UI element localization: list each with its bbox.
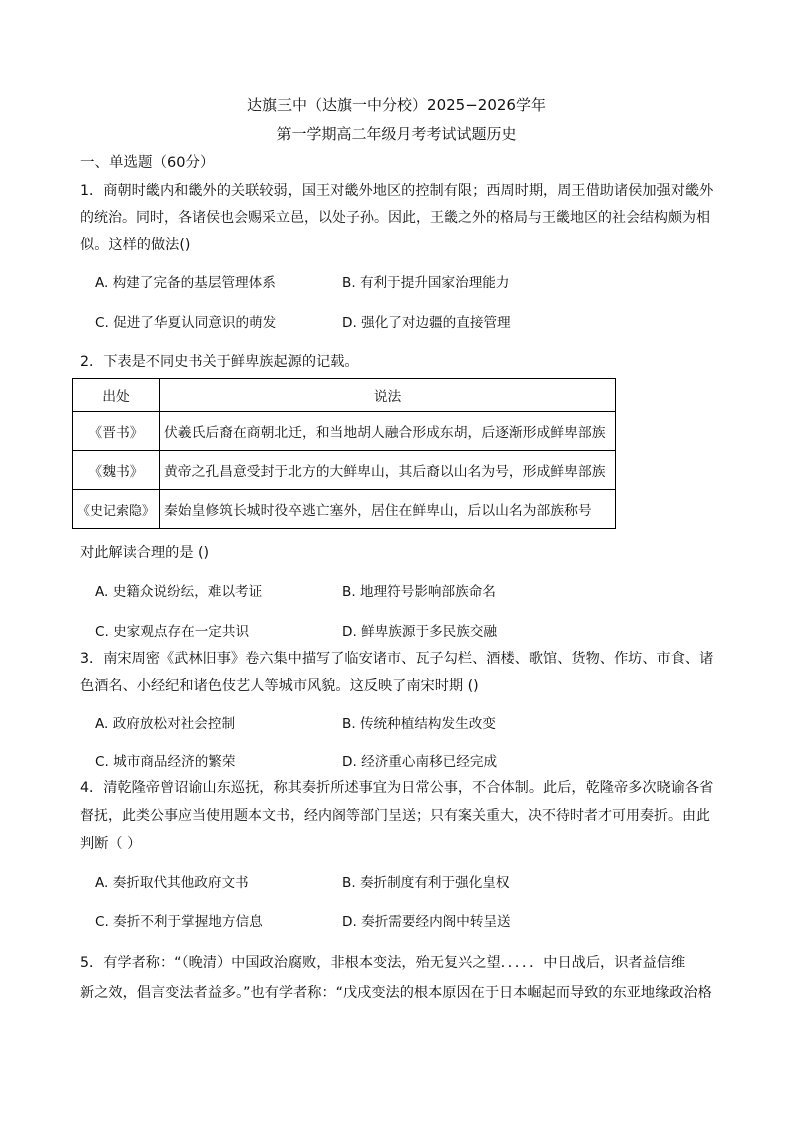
q4-stem-line2: 督抚，此类公事应当使用题本文书，经内阁等部门呈送；只有案关重大，决不待时者才可用奏折。由此	[80, 808, 710, 824]
q1-stem-line1: 1．商朝时畿内和畿外的关联较弱，国王对畿外地区的控制有限；西周时期，周王借助诸侯加强对畿外	[80, 183, 714, 199]
q5-stem-line1: 5．有学者称：“（晚清）中国政治腐败，非根本变法，殆无复兴之望．．．．．中日战后，识者益信维	[80, 955, 686, 971]
q2-option-b: B. 地理符号影响部族命名	[342, 584, 496, 600]
q3-option-b: B. 传统种植结构发生改变	[342, 716, 496, 732]
section-heading: 一、单选题（60分）	[80, 155, 215, 171]
q2-question: 对此解读合理的是 ()	[80, 545, 210, 561]
q4-option-c: C. 奏折不利于掌握地方信息	[95, 914, 263, 930]
table-row	[73, 490, 616, 529]
exam-title-line2: 第一学期高二年级月考考试试题历史	[276, 125, 517, 143]
q2-option-c: C. 史家观点存在一定共识	[95, 624, 250, 640]
q3-option-a: A. 政府放松对社会控制	[95, 716, 236, 732]
table-cell-source: 《史记索隐》	[73, 490, 160, 529]
table-cell-content: 伏羲氏后裔在商朝北迁，和当地胡人融合形成东胡，后逐渐形成鲜卑部族	[160, 412, 616, 451]
table-cell-source: 《魏书》	[73, 451, 160, 490]
q3-stem-line1: 3．南宋周密《武林旧事》卷六集中描写了临安诸市、瓦子勾栏、酒楼、歌馆、货物、作坊、市食、诸	[80, 651, 714, 667]
q2-stem: 2．下表是不同史书关于鲜卑族起源的记载。	[80, 354, 359, 370]
q3-stem-line2: 色酒名、小经纪和诸色伎艺人等城市风貌。这反映了南宋时期 ()	[80, 678, 479, 694]
table-header-content: 说法	[160, 379, 616, 412]
q1-option-b: B. 有利于提升国家治理能力	[342, 275, 510, 291]
table-cell-source: 《晋书》	[73, 412, 160, 451]
q4-option-d: D. 奏折需要经内阁中转呈送	[342, 914, 511, 930]
q4-stem-line1: 4．清乾隆帝曾诏谕山东巡抚，称其奏折所述事宜为日常公事，不合体制。此后，乾隆帝多次晓谕各省	[80, 780, 714, 796]
q1-option-d: D. 强化了对边疆的直接管理	[342, 315, 511, 331]
q5-stem-line2: 新之效，倡言变法者益多。”也有学者称：“戊戌变法的根本原因在于日本崛起而导致的东亚地缘政治格	[80, 985, 712, 1001]
table-cell-content: 黄帝之孔昌意受封于北方的大鲜卑山，其后裔以山名为号，形成鲜卑部族	[160, 451, 616, 490]
q1-stem-line2: 的统治。同时，各诸侯也会赐采立邑，以处子孙。因此，王畿之外的格局与王畿地区的社会结构颇为相	[80, 210, 710, 226]
q2-option-d: D. 鲜卑族源于多民族交融	[342, 624, 498, 640]
table-header-source: 出处	[73, 379, 160, 412]
q1-option-a: A. 构建了完备的基层管理体系	[95, 275, 276, 291]
q2-option-a: A. 史籍众说纷纭，难以考证	[95, 584, 263, 600]
source-table	[72, 378, 616, 529]
table-cell-content: 秦始皇修筑长城时役卒逃亡塞外，居住在鲜卑山，后以山名为部族称号	[160, 490, 616, 529]
table-header-row	[73, 379, 616, 412]
exam-title-line1: 达旗三中（达旗一中分校）2025−2026学年	[247, 96, 546, 114]
q4-stem-line3: 判断（ ）	[80, 836, 142, 852]
q4-option-b: B. 奏折制度有利于强化皇权	[342, 875, 510, 891]
q3-option-c: C. 城市商品经济的繁荣	[95, 754, 236, 770]
table-row	[73, 451, 616, 490]
q1-option-c: C. 促进了华夏认同意识的萌发	[95, 315, 277, 331]
q1-stem-line3: 似。这样的做法()	[80, 237, 191, 253]
q3-option-d: D. 经济重心南移已经完成	[342, 754, 498, 770]
table-row	[73, 412, 616, 451]
q4-option-a: A. 奏折取代其他政府文书	[95, 875, 249, 891]
